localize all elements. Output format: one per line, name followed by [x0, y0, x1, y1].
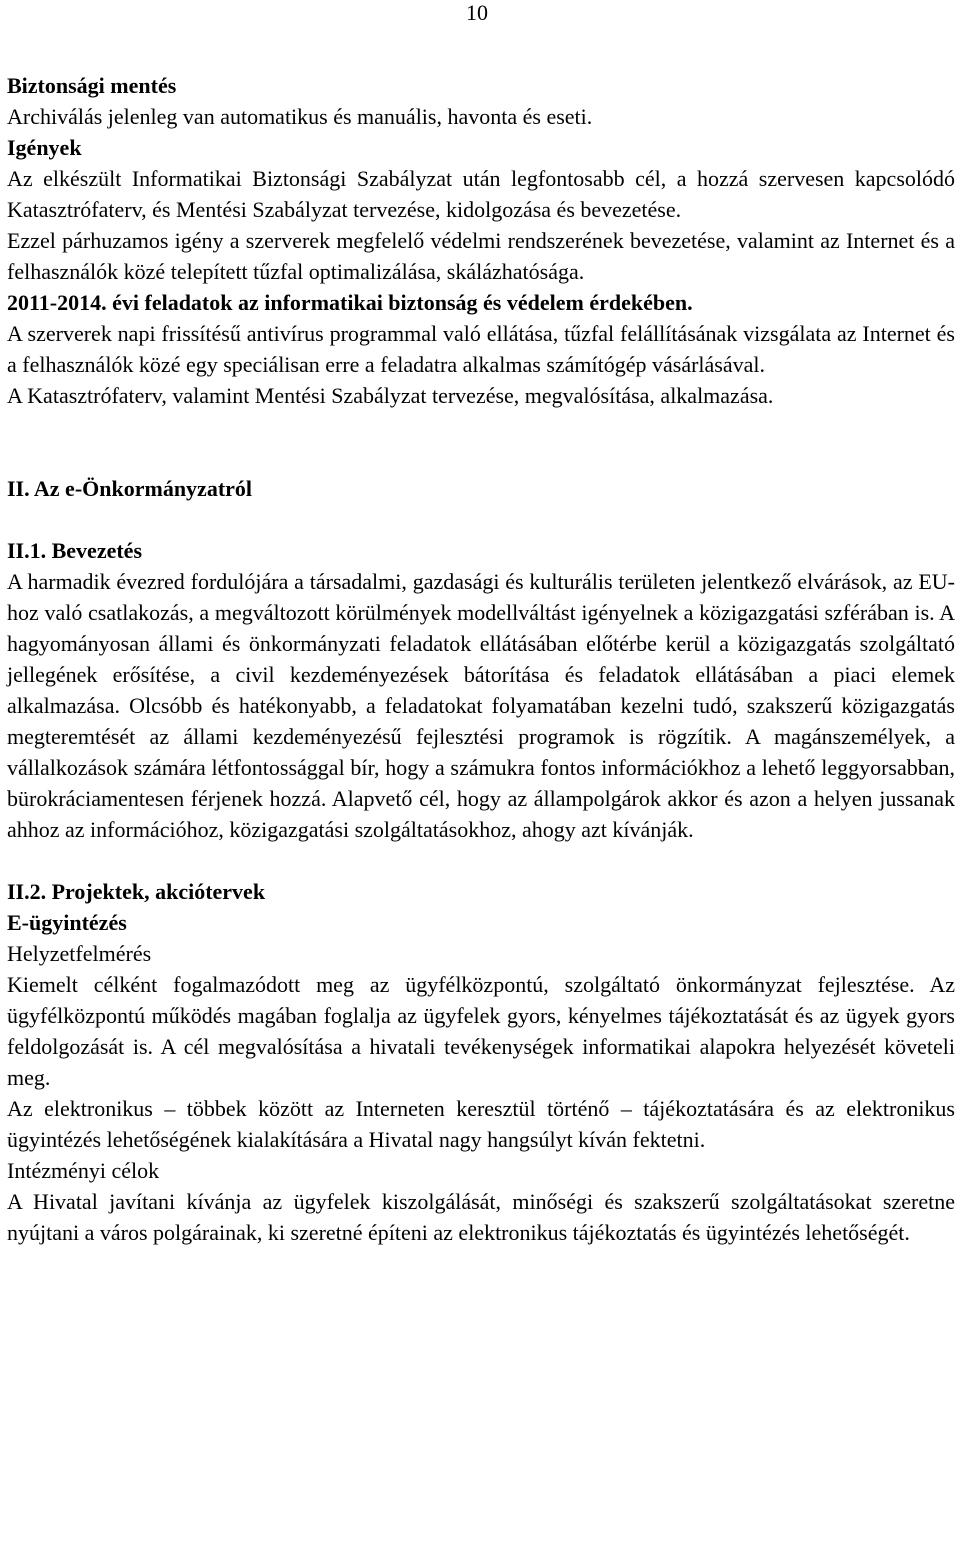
label-intezmenyi-celok: Intézményi célok: [7, 1158, 160, 1183]
section-heading-bevezetes: II.1. Bevezetés: [7, 538, 143, 563]
paragraph-projektek-3: A Hivatal javítani kívánja az ügyfelek kiszolgálását, minőségi és szakszerű szolgáltatásokat szeretne nyújtani a város polgárainak, ki szeretné építeni az elektronikus tájékoztatás és ügyintézés lehetőségét.: [7, 1189, 955, 1245]
section-heading-biztonsagi-mentes: Biztonsági mentés: [7, 73, 177, 98]
paragraph-projektek-2: Az elektronikus – többek között az Interneten keresztül történő – tájékoztatására és az elektronikus ügyintézés lehetőségének kialakítására a Hivatal nagy hangsúlyt kíván fektetni.: [7, 1096, 955, 1152]
paragraph-feladatok-2: A Katasztrófaterv, valamint Mentési Szabályzat tervezése, megvalósítása, alkalmazása.: [7, 383, 774, 408]
paragraph-feladatok-1: A szerverek napi frissítésű antivírus programmal való ellátása, tűzfal felállításának vizsgálata az Internet és a felhasználók közé egy speciálisan erre a feladatra alkalmas számítógép vásárlásával.: [7, 321, 955, 377]
subsection-heading-e-ugyintezes: E-ügyintézés: [7, 910, 127, 935]
chapter-heading-e-onkormanyzat: II. Az e-Önkormányzatról: [7, 476, 253, 501]
section-heading-feladatok: 2011-2014. évi feladatok az informatikai biztonság és védelem érdekében.: [7, 290, 693, 315]
section-heading-projektek: II.2. Projektek, akciótervek: [7, 879, 266, 904]
spacer: [7, 845, 955, 876]
paragraph-archivalas: Archiválás jelenleg van automatikus és manuális, havonta és eseti.: [7, 104, 593, 129]
document-body: [7, 70, 955, 1248]
page-number: 10: [466, 0, 488, 25]
section-heading-igenyek: Igények: [7, 135, 82, 160]
paragraph-bevezetes: A harmadik évezred fordulójára a társadalmi, gazdasági és kulturális területen jelentkező elvárások, az EU-hoz való csatlakozás, a megváltozott körülmények modellváltást igényelnek a közigazgatási szférában is. A hagyományosan állami és önkormányzati feladatok ellátásában előtérbe kerül a közigazgatás szolgáltató jellegének erősítése, a civil kezdeményezések bátorítása és feladatok ellátásában a piaci elemek alkalmazása. Olcsóbb és hatékonyabb, a feladatokat folyamatában kezelni tudó, szakszerű közigazgatás megteremtését az állami kezdeményezésű fejlesztési programok is rögzítik. A magánszemélyek, a vállalkozások számára létfontossággal bír, hogy a számukra fontos információkhoz a lehető leggyorsabban, bürokráciamentesen férjenek hozzá. Alapvető cél, hogy az állampolgárok akkor és azon a helyen jussanak ahhoz az információhoz, közigazgatási szolgáltatásokhoz, ahogy azt kívánják.: [7, 569, 955, 842]
paragraph-igenyek-1: Az elkészült Informatikai Biztonsági Szabályzat után legfontosabb cél, a hozzá szervesen kapcsolódó Katasztrófaterv, és Mentési Szabályzat tervezése, kidolgozása és bevezetése.: [7, 166, 955, 222]
spacer: [7, 411, 955, 473]
spacer: [7, 504, 955, 535]
label-helyzetfelmeres: Helyzetfelmérés: [7, 941, 152, 966]
paragraph-projektek-1: Kiemelt célként fogalmazódott meg az ügyfélközpontú, szolgáltató önkormányzat fejlesztése. Az ügyfélközpontú működés magában foglalja az ügyfelek gyors, kényelmes tájékoztatását és az ügyek gyors feldolgozását is. A cél megvalósítása a hivatali tevékenységek informatikai alapokra helyezését követeli meg.: [7, 972, 955, 1090]
paragraph-igenyek-2: Ezzel párhuzamos igény a szerverek megfelelő védelmi rendszerének bevezetése, valamint az Internet és a felhasználók közé telepített tűzfal optimalizálása, skálázhatósága.: [7, 228, 955, 284]
